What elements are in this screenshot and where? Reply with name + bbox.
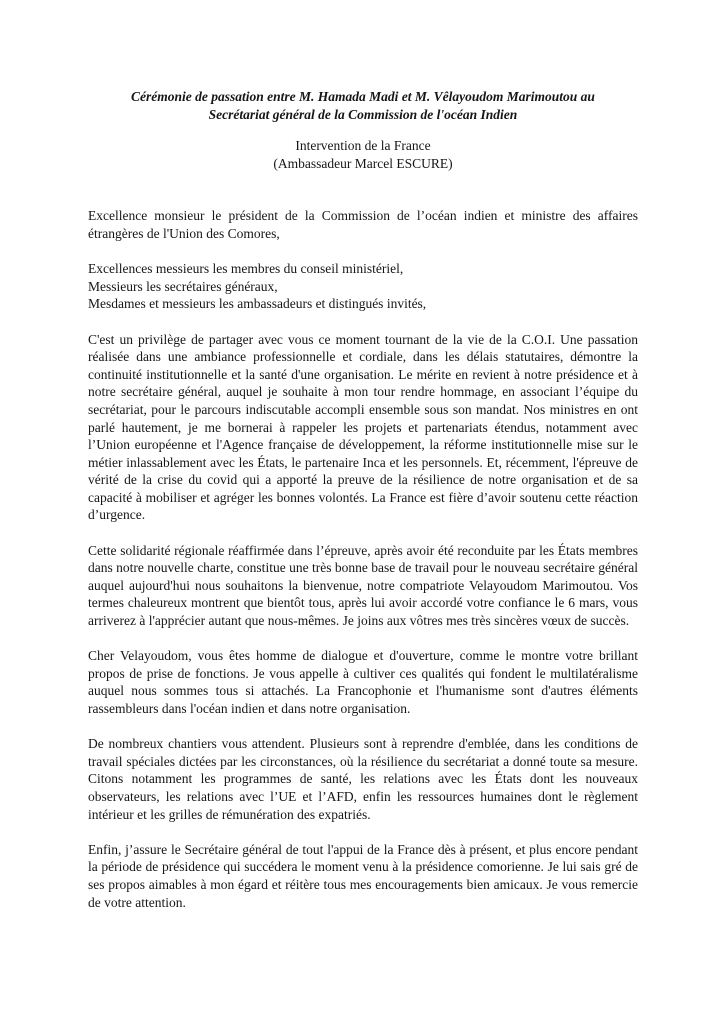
document-title: [88, 88, 638, 123]
document-subtitle: [88, 137, 638, 172]
salutation-line-secretaries-general: Messieurs les secrétaires généraux,: [88, 278, 278, 294]
salutation-block: [88, 260, 638, 313]
salutation-line-ambassadors-guests: Mesdames et messieurs les ambassadeurs et distingués invités,: [88, 296, 427, 312]
paragraph-chantiers: De nombreux chantiers vous attendent. Plusieurs sont à reprendre d'emblée, dans les conditions de travail spéciales dictées par les circonstances, où la résilience du secrétariat a donné toute sa mesure. Citons notamment les programmes de santé, les relations avec les États dont les nouveaux observateurs, les relations avec l’UE et l’AFD, enfin les ressources humaines dont le règlement intérieur et les grilles de rémunération des expatriés.: [88, 736, 638, 822]
title-line-2: Secrétariat général de la Commission de l'océan Indien: [208, 106, 518, 122]
paragraph-regional-solidarity: Cette solidarité régionale réaffirmée dans l’épreuve, après avoir été reconduite par les États membres dans notre nouvelle charte, constitue une très bonne base de travail pour le nouveau secrétaire général auquel aujourd'hui nous souhaitons la bienvenue, notre compatriote Velayoudom Marimoutou. Vos termes chaleureux montrent que bientôt tous, après lui avoir accordé votre confiance le 6 mars, vous arriverez à l'apprécier autant que nous-mêmes. Je joins aux vôtres mes très sincères vœux de succès.: [88, 542, 638, 629]
paragraph-cher-velayoudom: Cher Velayoudom, vous êtes homme de dialogue et d'ouverture, comme le montre votre brillant propos de prise de fonctions. Je vous appelle à cultiver ces qualités qui fondent le multilatéralisme auquel nous sommes tous si attachés. La Francophonie et l'humanisme sont d'autres éléments rassembleurs dans l'océan indien et dans notre organisation.: [88, 648, 638, 716]
subtitle-line-ambassador: (Ambassadeur Marcel ESCURE): [273, 155, 453, 171]
salutation-line-ministerial-council: Excellences messieurs les membres du conseil ministériel,: [88, 261, 404, 277]
paragraph-address-president: Excellence monsieur le président de la Commission de l’océan indien et ministre des affaires étrangères de l'Union des Comores,: [88, 208, 638, 241]
paragraph-conclusion: Enfin, j’assure le Secrétaire général de tout l'appui de la France dès à présent, et plus encore pendant la période de présidence qui succédera le moment venu à la présidence comorienne. Je lui sais gré de ses propos aimables à mon égard et réitère tous mes encouragements bien amicaux. Je vous remercie de votre attention.: [88, 841, 638, 910]
subtitle-line-intervention: Intervention de la France: [295, 138, 431, 154]
paragraph-privilege-coi: C'est un privilège de partager avec vous ce moment tournant de la vie de la C.O.I. Une passation réalisée dans une ambiance professionnelle et cordiale, dans les délais statutaires, démontre la continuité institutionnelle et la santé d'une organisation. Le mérite en revient à notre présidence et à notre secrétaire général, auquel je souhaite à mon tour rendre hommage, en associant l’équipe du secrétariat, pour le parcours indiscutable accompli ensemble sous son mandat. Nos ministres en ont parlé hautement, je me bornerai à rappeler les projets et partenariats étendus, notamment avec l’Union européenne et l'Agence française de développement, la réforme institutionnelle mise sur le métier inlassablement avec les États, le partenaire Inca et les personnels. Et, récemment, l'épreuve de vérité de la crise du covid qui a apporté la preuve de la résilience de notre organisation et de sa capacité à mobiliser et agréger les bonnes volontés. La France est fière d’avoir soutenu cette réaction d’urgence.: [88, 331, 638, 523]
title-line-1: Cérémonie de passation entre M. Hamada Madi et M. Vêlayoudom Marimoutou au: [131, 89, 595, 104]
